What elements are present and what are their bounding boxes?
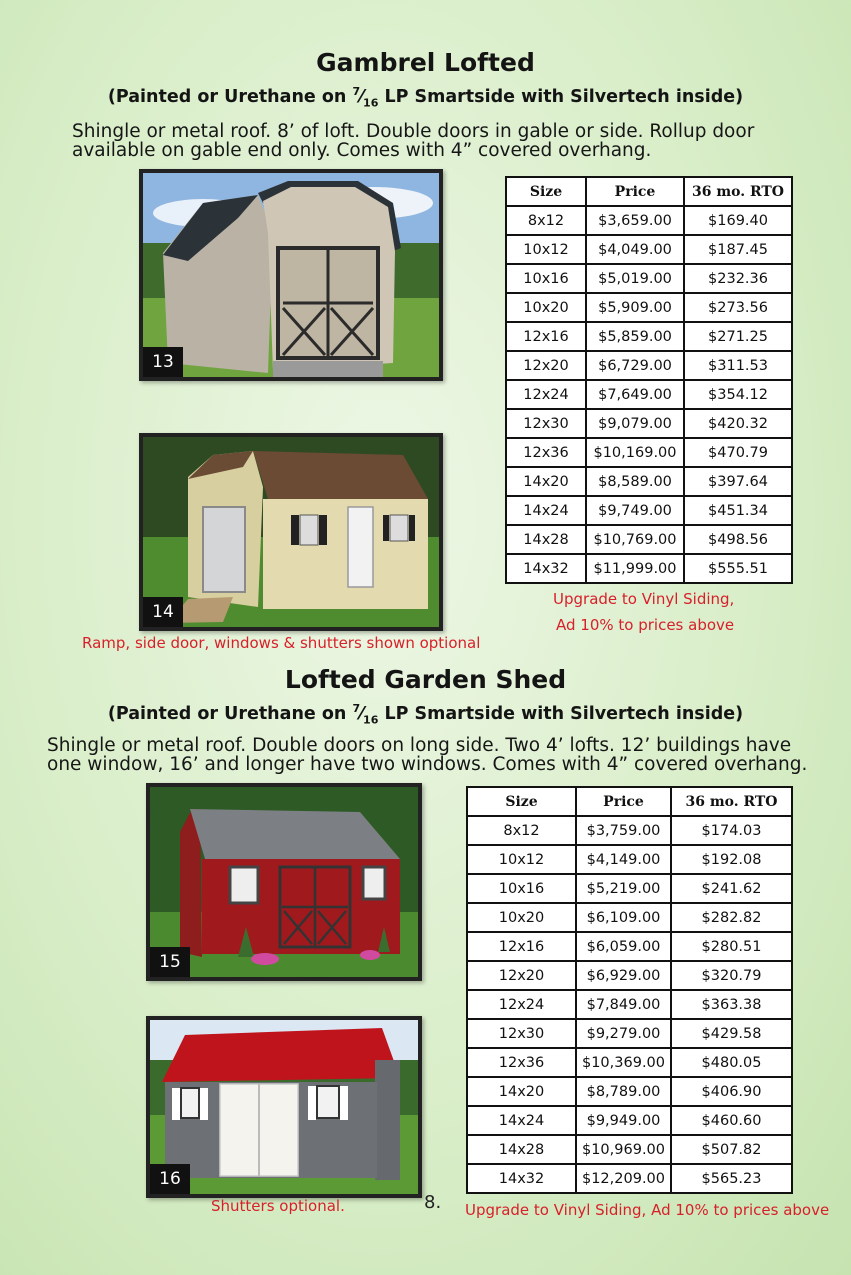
gray-garden-shed-illustration	[150, 1020, 418, 1194]
table-row	[467, 1019, 792, 1048]
size-cell: 14x32	[467, 1164, 576, 1193]
section1-subtitle: (Painted or Urethane on $^7⁄_{16}$ LP Smartside with Silvertech inside)	[107, 85, 744, 110]
size-cell: 14x28	[506, 525, 586, 554]
size-cell: 12x20	[506, 351, 586, 380]
rto-cell: $363.38	[671, 990, 792, 1019]
rto-cell: $470.79	[684, 438, 792, 467]
rto-cell: $354.12	[684, 380, 792, 409]
size-header: Size	[467, 787, 576, 816]
size-cell: 12x36	[467, 1048, 576, 1077]
table-row	[467, 903, 792, 932]
section2-title: Lofted Garden Shed	[284, 665, 567, 694]
rto-cell: $311.53	[684, 351, 792, 380]
table-row	[506, 409, 792, 438]
price-cell: $5,019.00	[586, 264, 684, 293]
size-cell: 12x16	[467, 932, 576, 961]
table-row	[506, 322, 792, 351]
table-row	[467, 1048, 792, 1077]
size-cell: 14x28	[467, 1135, 576, 1164]
rto-cell: $192.08	[671, 845, 792, 874]
rto-cell: $320.79	[671, 961, 792, 990]
fraction-numerator: 7	[352, 85, 361, 98]
price-cell: $4,049.00	[586, 235, 684, 264]
size-header: Size	[506, 177, 586, 206]
section1-price-table	[505, 176, 793, 584]
size-cell: 8x12	[506, 206, 586, 235]
size-cell: 14x20	[506, 467, 586, 496]
table-row	[506, 380, 792, 409]
rto-cell: $397.64	[684, 467, 792, 496]
description-line: available on gable end only. Comes with 4” covered overhang.	[72, 140, 652, 161]
size-cell: 10x16	[506, 264, 586, 293]
table-row	[467, 961, 792, 990]
price-cell: $3,659.00	[586, 206, 684, 235]
table-row	[467, 1077, 792, 1106]
size-cell: 12x24	[467, 990, 576, 1019]
rto-cell: $460.60	[671, 1106, 792, 1135]
price-cell: $4,149.00	[576, 845, 671, 874]
rto-cell: $507.82	[671, 1135, 792, 1164]
size-cell: 10x20	[506, 293, 586, 322]
shed-photo-13	[139, 169, 443, 381]
section1-title: Gambrel Lofted	[316, 48, 535, 77]
size-cell: 12x16	[506, 322, 586, 351]
subtitle-suffix: LP Smartside with Silvertech inside)	[378, 86, 744, 107]
size-cell: 14x24	[506, 496, 586, 525]
price-cell: $9,079.00	[586, 409, 684, 438]
subtitle-prefix: (Painted or Urethane on	[107, 703, 353, 724]
table-row	[467, 932, 792, 961]
subtitle-suffix: LP Smartside with Silvertech inside)	[378, 703, 744, 724]
price-cell: $10,369.00	[576, 1048, 671, 1077]
table-row	[467, 816, 792, 845]
price-cell: $7,849.00	[576, 990, 671, 1019]
table-row	[506, 496, 792, 525]
rto-cell: $406.90	[671, 1077, 792, 1106]
size-cell: 12x36	[506, 438, 586, 467]
rto-cell: $280.51	[671, 932, 792, 961]
size-cell: 14x20	[467, 1077, 576, 1106]
table-row	[467, 1135, 792, 1164]
table-row	[506, 525, 792, 554]
description-line: Shingle or metal roof. 8’ of loft. Double doors in gable or side. Rollup door	[72, 121, 755, 142]
section1-photo-caption: Ramp, side door, windows & shutters shown optional	[82, 634, 481, 652]
price-cell: $5,219.00	[576, 874, 671, 903]
rto-cell: $232.36	[684, 264, 792, 293]
section2-photo-caption: Shutters optional.	[211, 1197, 345, 1215]
size-cell: 12x30	[506, 409, 586, 438]
table-row	[467, 990, 792, 1019]
price-cell: $10,769.00	[586, 525, 684, 554]
table-row	[506, 554, 792, 583]
shed-photo-16	[146, 1016, 422, 1198]
price-cell: $6,929.00	[576, 961, 671, 990]
size-cell: 10x12	[506, 235, 586, 264]
rto-cell: $169.40	[684, 206, 792, 235]
rto-cell: $187.45	[684, 235, 792, 264]
price-header: Price	[586, 177, 684, 206]
subtitle-prefix: (Painted or Urethane on	[107, 86, 353, 107]
price-cell: $9,749.00	[586, 496, 684, 525]
rto-cell: $565.23	[671, 1164, 792, 1193]
table-header-row	[506, 177, 792, 206]
rto-cell: $271.25	[684, 322, 792, 351]
section2-description	[47, 736, 807, 774]
price-cell: $6,109.00	[576, 903, 671, 932]
price-cell: $11,999.00	[586, 554, 684, 583]
rto-cell: $498.56	[684, 525, 792, 554]
table-row	[506, 467, 792, 496]
price-cell: $6,059.00	[576, 932, 671, 961]
page-number: 8.	[424, 1192, 442, 1213]
rto-header: 36 mo. RTO	[684, 177, 792, 206]
size-cell: 10x16	[467, 874, 576, 903]
description-line: one window, 16’ and longer have two windows. Comes with 4” covered overhang.	[47, 754, 808, 775]
size-cell: 10x12	[467, 845, 576, 874]
photo-number-badge: 14	[143, 597, 183, 627]
price-cell: $8,789.00	[576, 1077, 671, 1106]
table-row	[506, 438, 792, 467]
section1-upgrade-note-line2: Ad 10% to prices above	[556, 616, 735, 634]
gambrel-shed-illustration	[143, 173, 439, 377]
section1-upgrade-note-line1: Upgrade to Vinyl Siding,	[553, 590, 735, 608]
shed-photo-15	[146, 783, 422, 981]
table-row	[506, 235, 792, 264]
rto-cell: $555.51	[684, 554, 792, 583]
table-row	[467, 1106, 792, 1135]
section2-upgrade-note: Upgrade to Vinyl Siding, Ad 10% to prices above	[465, 1201, 830, 1219]
rto-header: 36 mo. RTO	[671, 787, 792, 816]
size-cell: 12x20	[467, 961, 576, 990]
size-cell: 10x20	[467, 903, 576, 932]
rto-cell: $273.56	[684, 293, 792, 322]
fraction-denominator: 16	[363, 713, 379, 727]
section2-subtitle: (Painted or Urethane on $^7⁄_{16}$ LP Smartside with Silvertech inside)	[107, 702, 744, 727]
table-row	[506, 206, 792, 235]
photo-number-badge: 16	[150, 1164, 190, 1194]
price-cell: $6,729.00	[586, 351, 684, 380]
price-cell: $9,279.00	[576, 1019, 671, 1048]
rto-cell: $480.05	[671, 1048, 792, 1077]
size-cell: 12x30	[467, 1019, 576, 1048]
rto-cell: $429.58	[671, 1019, 792, 1048]
size-cell: 14x32	[506, 554, 586, 583]
shed-photo-14	[139, 433, 443, 631]
table-row	[506, 264, 792, 293]
table-row	[506, 293, 792, 322]
rto-cell: $282.82	[671, 903, 792, 932]
photo-number-badge: 13	[143, 347, 183, 377]
table-row	[467, 845, 792, 874]
price-header: Price	[576, 787, 671, 816]
price-cell: $12,209.00	[576, 1164, 671, 1193]
price-cell: $9,949.00	[576, 1106, 671, 1135]
size-cell: 12x24	[506, 380, 586, 409]
size-cell: 14x24	[467, 1106, 576, 1135]
rto-cell: $451.34	[684, 496, 792, 525]
table-row	[506, 351, 792, 380]
fraction-numerator: 7	[352, 702, 361, 715]
rto-cell: $420.32	[684, 409, 792, 438]
section2-price-table	[466, 786, 793, 1194]
description-line: Shingle or metal roof. Double doors on long side. Two 4’ lofts. 12’ buildings have	[47, 735, 792, 756]
price-cell: $10,969.00	[576, 1135, 671, 1164]
rto-cell: $174.03	[671, 816, 792, 845]
price-cell: $5,909.00	[586, 293, 684, 322]
vinyl-gambrel-shed-illustration	[143, 437, 439, 627]
red-garden-shed-illustration	[150, 787, 418, 977]
table-row	[467, 874, 792, 903]
fraction-denominator: 16	[363, 96, 379, 110]
price-cell: $5,859.00	[586, 322, 684, 351]
price-cell: $3,759.00	[576, 816, 671, 845]
size-cell: 8x12	[467, 816, 576, 845]
section1-description	[72, 122, 754, 160]
price-cell: $10,169.00	[586, 438, 684, 467]
table-header-row	[467, 787, 792, 816]
photo-number-badge: 15	[150, 947, 190, 977]
price-cell: $7,649.00	[586, 380, 684, 409]
rto-cell: $241.62	[671, 874, 792, 903]
table-row	[467, 1164, 792, 1193]
price-cell: $8,589.00	[586, 467, 684, 496]
